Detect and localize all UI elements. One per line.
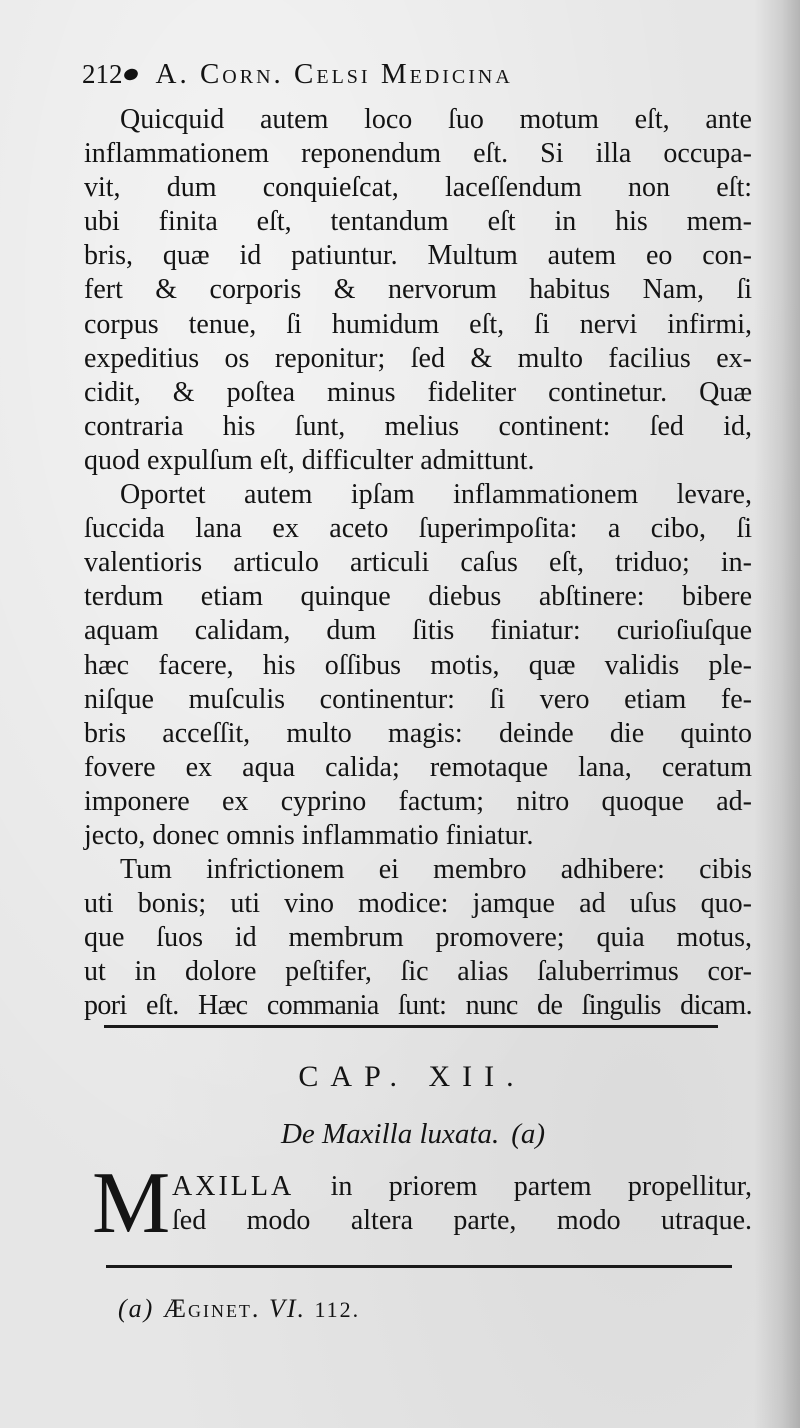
text-line: niſque muſculis continentur: ſi vero etiam fe- bbox=[84, 683, 752, 715]
text-line: Tum infrictionem ei membro adhibere: cibis bbox=[120, 854, 752, 886]
ink-blot bbox=[122, 67, 139, 82]
paragraph-3 bbox=[84, 853, 752, 1023]
page-number: 212 bbox=[82, 59, 123, 89]
text-line-rest: in priorem partem propellitur, bbox=[330, 1171, 752, 1202]
chapter-subtitle bbox=[0, 1118, 800, 1151]
text-line: ut in dolore peſtifer, ſic alias ſaluberrimus cor- bbox=[84, 956, 752, 988]
text-line: fovere ex aqua calida; remotaque lana, ceratum bbox=[84, 751, 752, 783]
body-text bbox=[84, 103, 752, 1024]
first-word: AXILLA bbox=[172, 1171, 295, 1202]
text-line: bris, quæ id patiuntur. Multum autem eo con- bbox=[84, 240, 752, 272]
text-line: vit, dum conquieſcat, laceſſendum non eſt: bbox=[84, 172, 752, 204]
text-line: corpus tenue, ſi humidum eſt, ſi nervi infirmi, bbox=[84, 308, 752, 340]
text-line: imponere ex cyprino factum; nitro quoque ad- bbox=[84, 785, 752, 817]
text-line: uti bonis; uti vino modice: jamque ad uſus quo- bbox=[84, 888, 752, 920]
text-line bbox=[172, 1170, 752, 1204]
text-line: fert & corporis & nervorum habitus Nam, ſi bbox=[84, 274, 752, 306]
running-title: A. Corn. Celsi Medicina bbox=[155, 58, 513, 90]
text-line: pori eſt. Hæc commania ſunt: nunc de ſingulis dicam. bbox=[84, 990, 752, 1022]
text-line: inflammationem reponendum eſt. Si illa occupa- bbox=[84, 138, 752, 170]
footnote-reference: (a) bbox=[511, 1118, 546, 1150]
footnote-number: 112. bbox=[314, 1297, 361, 1322]
footnote-author: Æginet. bbox=[162, 1294, 261, 1323]
text-line: contraria his ſunt, melius continent: ſed id, bbox=[84, 410, 752, 442]
section-divider bbox=[104, 1025, 718, 1028]
text-line: ubi finita eſt, tentandum eſt in his mem- bbox=[84, 206, 752, 238]
text-line: ſed modo altera parte, modo utraque. bbox=[172, 1205, 752, 1236]
text-line: terdum etiam quinque diebus abſtinere: bibere bbox=[84, 581, 752, 613]
chapter-subtitle-text: De Maxilla luxata. bbox=[280, 1118, 500, 1150]
chapter-opening bbox=[172, 1170, 752, 1238]
text-line: que ſuos id membrum promovere; quia motus, bbox=[84, 922, 752, 954]
text-line: quod expulſum eſt, difficulter admittunt. bbox=[84, 444, 535, 476]
footnote-marker: (a) bbox=[118, 1294, 155, 1323]
text-line: Oportet autem ipſam inflammationem levare, bbox=[120, 479, 752, 511]
text-line: jecto, donec omnis inflammatio finiatur. bbox=[84, 819, 534, 851]
text-line: cidit, & poſtea minus fideliter continetur. Quæ bbox=[84, 376, 752, 408]
paragraph-1 bbox=[84, 103, 752, 478]
running-header bbox=[82, 58, 722, 98]
drop-cap: M bbox=[92, 1155, 171, 1252]
text-line: hæc facere, his oſſibus motis, quæ validis ple- bbox=[84, 649, 752, 681]
footnote-book: VI. bbox=[268, 1294, 306, 1323]
text-line: ſuccida lana ex aceto ſuperimpoſita: a cibo, ſi bbox=[84, 513, 752, 545]
text-line: valentioris articulo articuli caſus eſt, triduo; in- bbox=[84, 547, 752, 579]
text-line: Quicquid autem loco ſuo motum eſt, ante bbox=[120, 104, 752, 135]
chapter-heading: CAP. XII. bbox=[298, 1060, 526, 1093]
text-line: aquam calidam, dum ſitis finiatur: curioſiuſque bbox=[84, 615, 752, 647]
page-edge-shadow bbox=[754, 0, 800, 1428]
text-line: bris acceſſit, multo magis: deinde die quinto bbox=[84, 717, 752, 749]
footnote-divider bbox=[106, 1265, 732, 1268]
text-line: expeditius os reponitur; ſed & multo facilius ex- bbox=[84, 342, 752, 374]
paragraph-2 bbox=[84, 478, 752, 853]
footnote bbox=[118, 1294, 360, 1324]
